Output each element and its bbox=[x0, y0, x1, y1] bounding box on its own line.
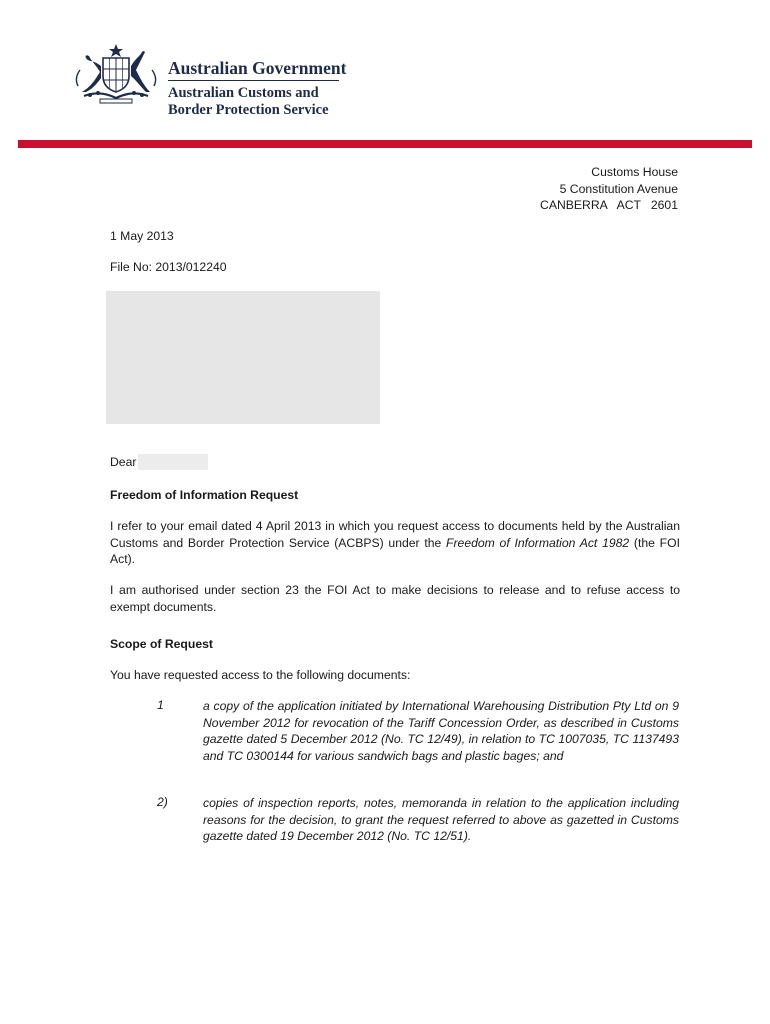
salutation: Dear bbox=[110, 455, 137, 469]
letter-date: 1 May 2013 bbox=[110, 229, 174, 243]
agency-name-line2: Border Protection Service bbox=[168, 102, 329, 118]
redacted-recipient-name bbox=[138, 454, 208, 470]
agency-header bbox=[168, 58, 346, 119]
item-number: 1 bbox=[157, 698, 164, 712]
salutation-line bbox=[110, 454, 208, 471]
item-number: 2) bbox=[157, 795, 168, 809]
redacted-recipient-address bbox=[106, 291, 380, 424]
coat-of-arms-icon bbox=[70, 42, 162, 106]
address-line3: CANBERRA ACT 2601 bbox=[540, 198, 678, 212]
scope-heading: Scope of Request bbox=[110, 637, 213, 651]
sender-address bbox=[540, 164, 678, 214]
item-text: copies of inspection reports, notes, memoranda in relation to the application including reasons for the decision, to grant the request referred to above as gazetted in Customs gazette dated 19 December 2012 (No. TC 12/51). bbox=[203, 796, 679, 843]
para1-end: (the FOI Act). bbox=[110, 535, 680, 566]
header-accent-bar bbox=[18, 140, 752, 148]
header-rule bbox=[168, 80, 339, 81]
act-name: Freedom of Information Act 1982 bbox=[446, 535, 630, 550]
para1-start: I refer to your email dated 4 April 2013 in which you request access to documents held by the Australian Customs and Border Protection Service (ACBPS) under the bbox=[110, 519, 680, 550]
address-line1: Customs House bbox=[591, 165, 678, 179]
agency-name-line1: Australian Customs and bbox=[168, 85, 319, 101]
paragraph-request bbox=[110, 518, 680, 568]
paragraph-authority: I am authorised under section 23 the FOI Act to make decisions to release and to refuse access to exempt documents. bbox=[110, 583, 680, 614]
item-text: a copy of the application initiated by International Warehousing Distribution Pty Ltd on 9 November 2012 for revocation of the Tariff Concession Order, as described in Customs gazette dated 5 December 2012 (No. TC 12/49), in relation to TC 1007035, TC 1137493 and TC 0300144 for various sandwich bags and plastic bages; and bbox=[203, 699, 679, 763]
file-number: File No: 2013/012240 bbox=[110, 260, 227, 274]
government-name: Australian Government bbox=[168, 58, 347, 78]
subject-heading: Freedom of Information Request bbox=[110, 488, 299, 502]
scope-intro: You have requested access to the following documents: bbox=[110, 668, 411, 682]
address-line2: 5 Constitution Avenue bbox=[559, 181, 678, 196]
